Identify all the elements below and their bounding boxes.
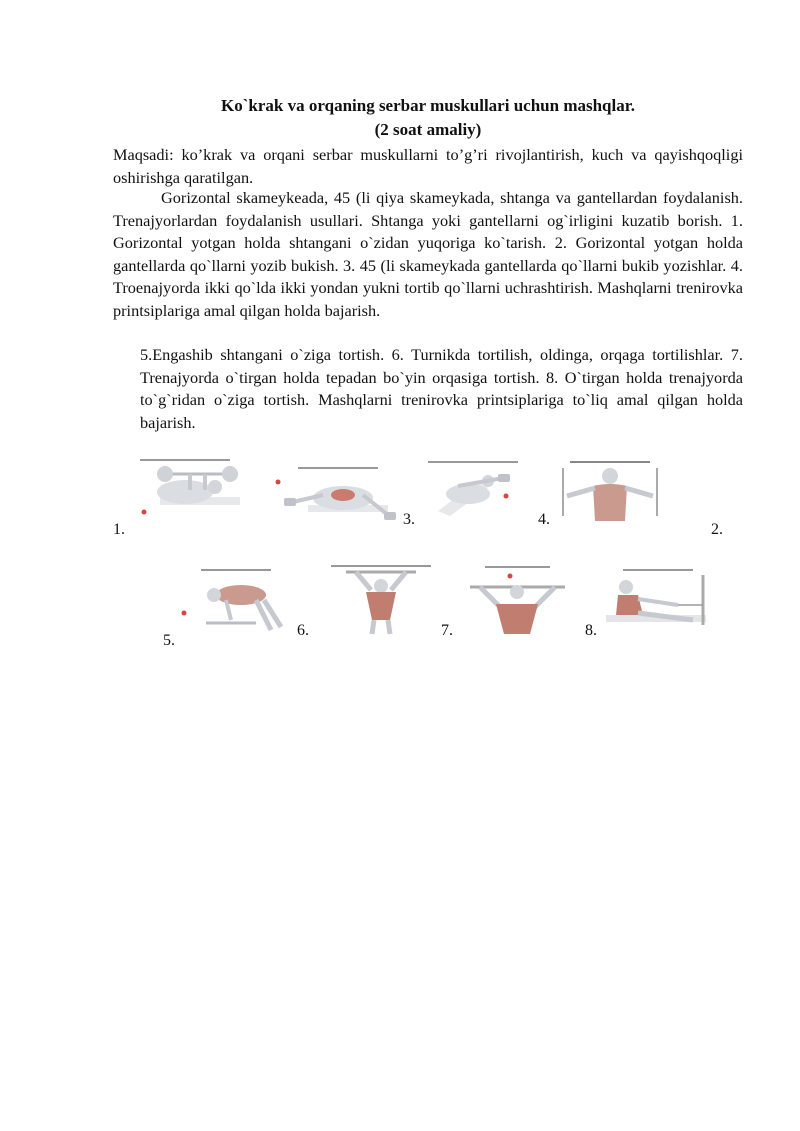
chest-exercises-paragraph: Gorizontal skameykeada, 45 (li qiya skameykada, shtanga va gantellardan foydalanish. Trenajyorlardan foydalanish usullari. Shtanga yoki gantellarni og`irligini kuzatib borish. 1. Gorizontal yotgan holda shtangani o`zidan yuqoriga ko`tarish. 2. Gorizontal yotgan holda gantellarda qo`llarni yozib bukish. 3. 45 (li skameykada gantellarda qo`llarni bukib yozishlar. 4. Troenajyorda ikki qo`lda ikki yondan yukni tortib qo`llarni uchrashtirish. Mashqlarni trenirovka printsiplariga amal qilgan holda bajarish. — [113, 188, 743, 320]
document-title: Ko`krak va orqaning serbar muskullari uchun mashqlar. — [221, 96, 635, 115]
exercise-illustration-bent-over-row — [176, 565, 291, 635]
figure-label-3: 3. — [403, 511, 415, 528]
figure-label-8: 8. — [585, 622, 597, 639]
figure-label-1: 1. — [113, 521, 125, 538]
figure-label-4: 4. — [538, 511, 550, 528]
goal-paragraph: Maqsadi: ko’krak va orqani serbar muskullarni to’g’ri rivojlantirish, kuch va qayishqoqligi oshirishga qaratilgan. — [113, 145, 743, 187]
figure-label-5: 5. — [163, 632, 175, 649]
exercise-illustration-bench-press — [130, 452, 250, 532]
figure-label-2: 2. — [711, 521, 723, 538]
exercise-illustration-seated-row — [598, 565, 713, 635]
exercise-illustration-lat-pulldown — [460, 562, 575, 637]
exercise-illustration-pull-up — [326, 560, 436, 635]
figure-label-7: 7. — [441, 622, 453, 639]
exercise-illustration-cable-crossover — [555, 456, 665, 526]
figure-label-6: 6. — [297, 622, 309, 639]
back-exercises-paragraph: 5.Engashib shtangani o`ziga tortish. 6. Turnikda tortilish, oldinga, orqaga tortilishlar. 7. Trenajyorda o`tirgan holda tepadan bo`yin orqasiga tortish. 8. O`tirgan holda trenajyorda to`g`ridan o`ziga tortish. Mashqlarni trenirovka printsiplariga to`liq amal qilgan holda bajarish. — [140, 345, 743, 432]
exercise-illustration-dumbbell-fly — [268, 460, 398, 530]
document-subtitle: (2 soat amaliy) — [374, 120, 482, 139]
exercise-illustration-incline-press — [418, 456, 528, 521]
